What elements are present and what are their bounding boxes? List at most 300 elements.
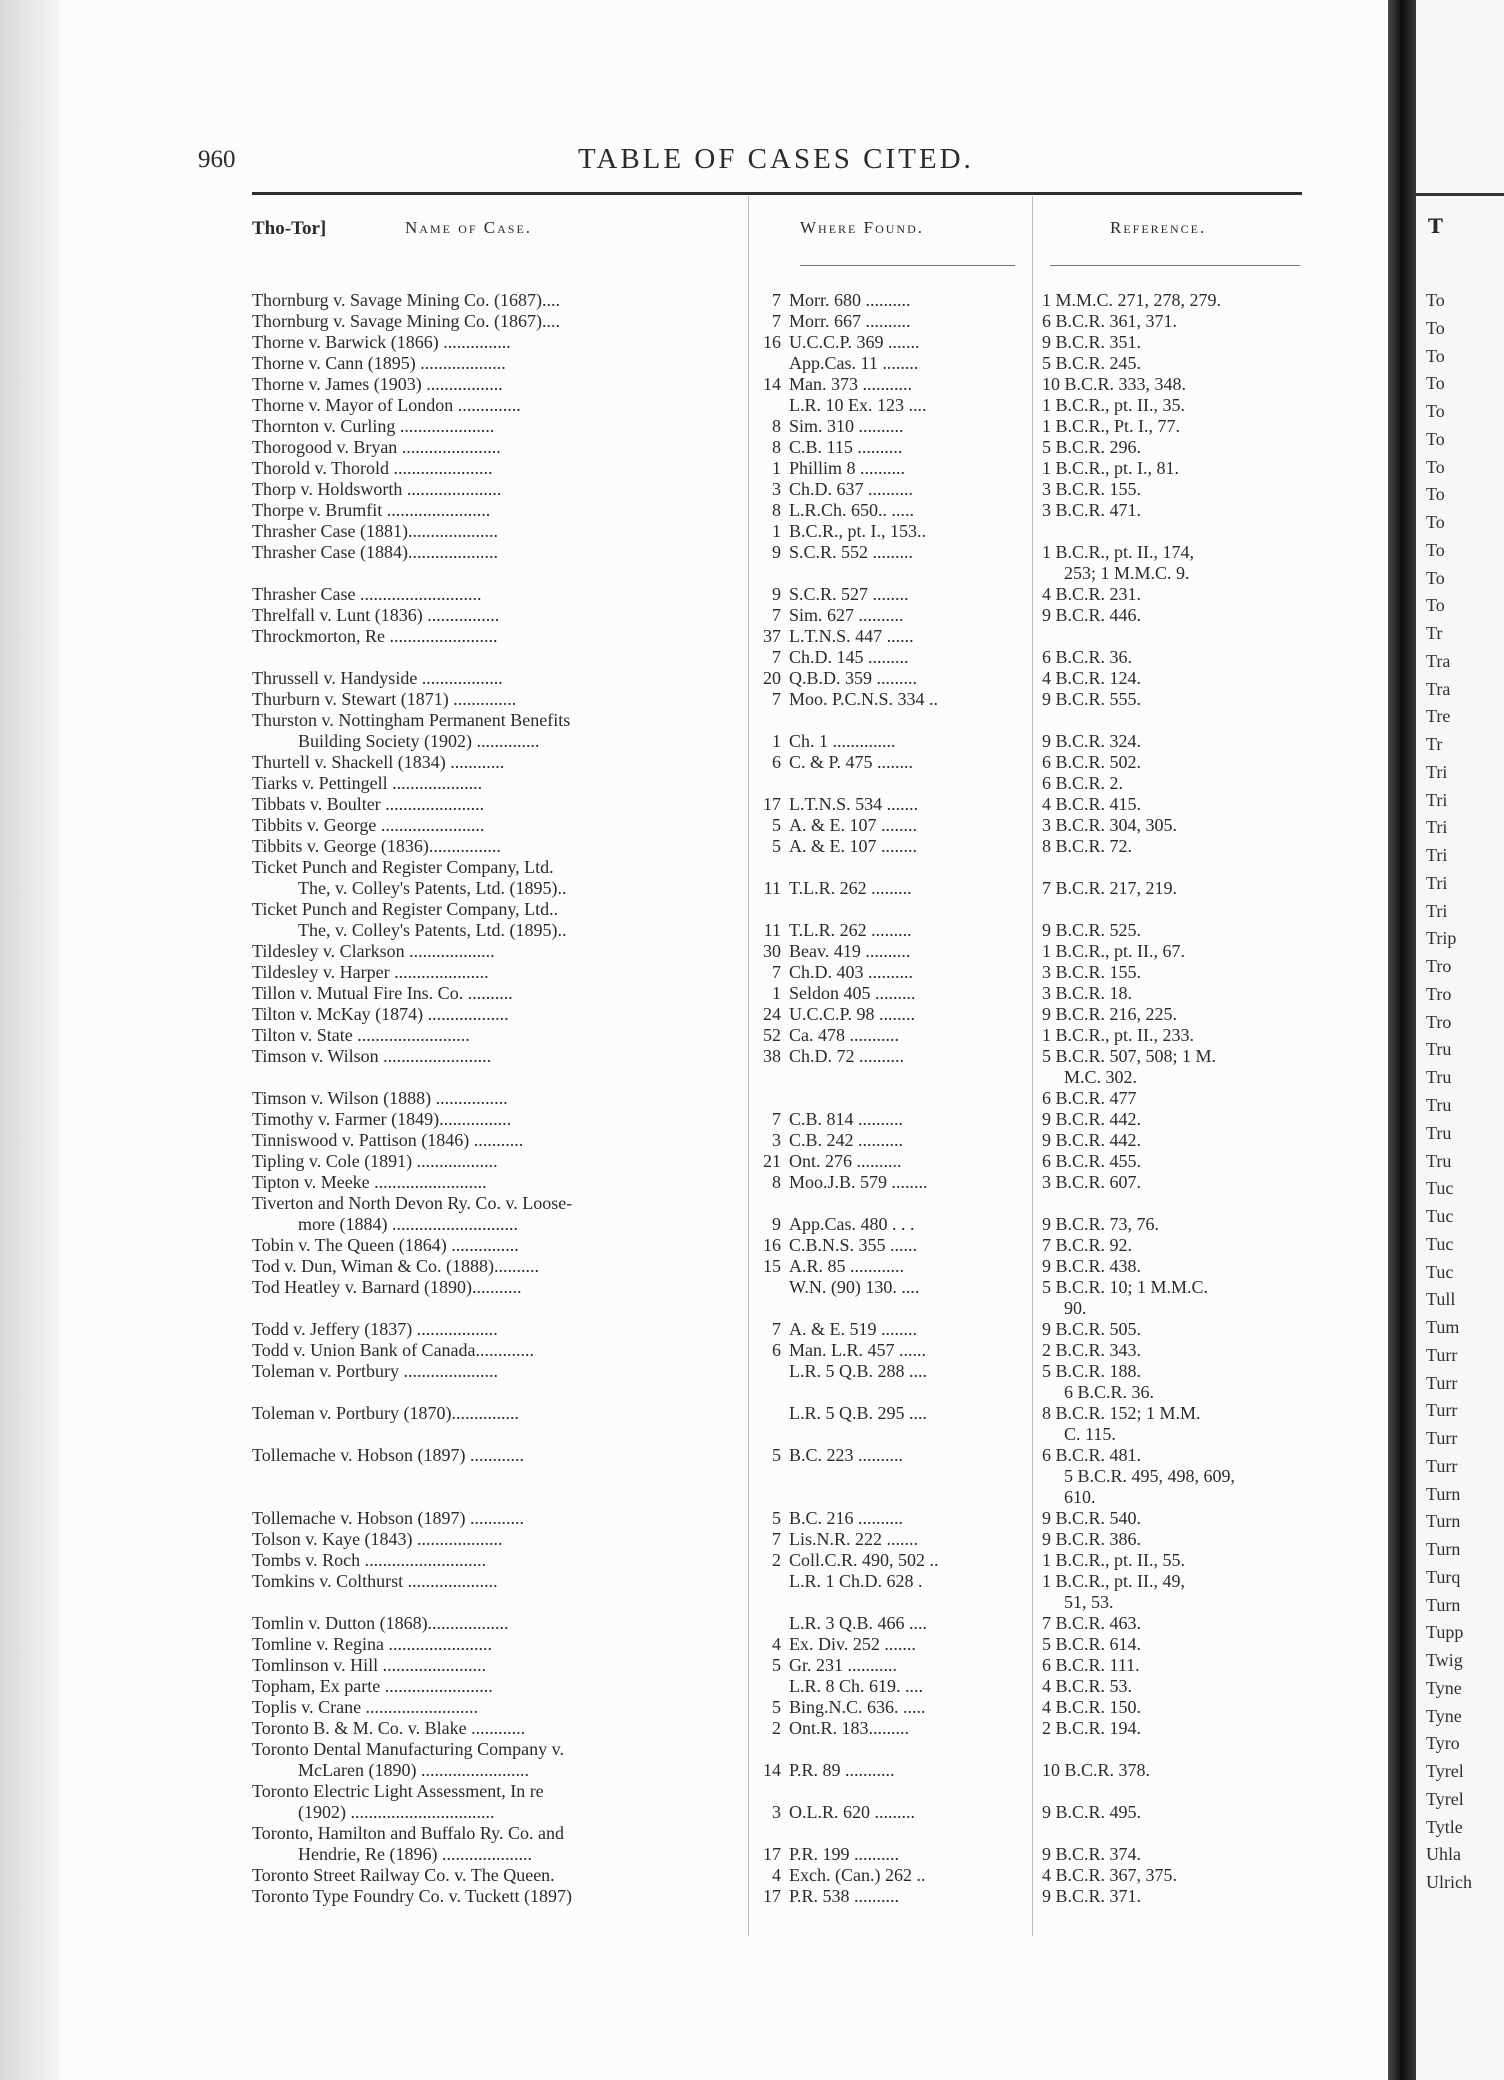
where-found: L.R. 1 Ch.D. 628 .	[789, 1571, 923, 1591]
case-name	[252, 1088, 750, 1109]
table-row	[252, 647, 1312, 668]
reference-line: 10 B.C.R. 333, 348.	[1042, 374, 1187, 394]
case-name-line: Thrasher Case ...........................	[252, 584, 482, 604]
reference	[1042, 584, 1312, 605]
volume-number: 7	[772, 689, 781, 709]
volume-number: 7	[772, 1319, 781, 1339]
where-found: Moo.J.B. 579 ........	[789, 1172, 928, 1192]
where-found: B.C.R., pt. I., 153..	[789, 521, 927, 541]
case-name-line: Tildesley v. Clarkson ...................	[252, 941, 495, 961]
facing-page-fragment: Trip	[1426, 928, 1457, 948]
facing-page-fragment: Turn	[1426, 1595, 1461, 1615]
where-found: L.T.N.S. 534 .......	[789, 794, 919, 814]
where-found: Seldon 405 .........	[789, 983, 916, 1003]
reference	[1042, 1508, 1312, 1529]
facing-page-fragment: Tull	[1426, 1289, 1456, 1309]
table-row	[252, 1781, 1312, 1823]
header-underline-where	[800, 265, 1015, 266]
reference	[1042, 1172, 1312, 1193]
where-found: Morr. 680 ..........	[789, 290, 911, 310]
reference	[1042, 458, 1312, 479]
table-row	[252, 815, 1312, 836]
table-row	[252, 1508, 1312, 1529]
table-row	[252, 1319, 1312, 1340]
table-row	[252, 626, 1312, 647]
case-name	[252, 1865, 750, 1886]
reference-line: C. 115.	[1064, 1424, 1116, 1444]
facing-page-fragment: To	[1426, 318, 1445, 338]
reference	[1042, 668, 1312, 689]
header-name-of-case: Name of Case.	[405, 218, 533, 237]
case-name-line: Timson v. Wilson ........................	[252, 1046, 492, 1066]
book-gutter	[1388, 0, 1416, 2080]
case-name	[252, 1193, 750, 1235]
volume-number: 9	[772, 584, 781, 604]
table-row	[252, 542, 1312, 584]
reference	[1042, 1697, 1312, 1718]
reference	[1042, 374, 1312, 395]
reference	[1042, 1277, 1312, 1319]
case-name-line: Thorp v. Holdsworth .....................	[252, 479, 502, 499]
reference-line: 9 B.C.R. 371.	[1042, 1886, 1142, 1906]
case-name-line: Tiverton and North Devon Ry. Co. v. Loose-	[252, 1193, 573, 1213]
facing-page-fragment: Turn	[1426, 1484, 1461, 1504]
reference-line: 9 B.C.R. 442.	[1042, 1130, 1142, 1150]
table-row	[252, 1823, 1312, 1865]
facing-page-fragment: Turr	[1426, 1428, 1458, 1448]
table-row	[252, 1445, 1312, 1508]
table-row	[252, 1172, 1312, 1193]
case-name	[252, 290, 750, 311]
case-name	[252, 794, 750, 815]
table-row	[252, 1109, 1312, 1130]
table-row	[252, 1865, 1312, 1886]
reference-line: 1 B.C.R., pt. II., 49,	[1042, 1571, 1186, 1591]
reference-line: 10 B.C.R. 378.	[1042, 1760, 1151, 1780]
where-found: U.C.C.P. 98 ........	[789, 1004, 916, 1024]
facing-page-fragment: Tuc	[1426, 1178, 1454, 1198]
reference	[1042, 1004, 1312, 1025]
facing-page-fragment: Tra	[1426, 651, 1451, 671]
reference	[1042, 1151, 1312, 1172]
case-name	[252, 1718, 750, 1739]
reference	[1042, 1046, 1312, 1088]
case-name-line: Tildesley v. Harper .....................	[252, 962, 489, 982]
facing-page-fragment: Tru	[1426, 1039, 1452, 1059]
case-name-line: Thorne v. James (1903) .................	[252, 374, 503, 394]
case-name	[252, 941, 750, 962]
reference-line: 9 B.C.R. 540.	[1042, 1508, 1142, 1528]
where-found: L.T.N.S. 447 ......	[789, 626, 914, 646]
where-found: B.C. 223 ..........	[789, 1445, 904, 1465]
table-row	[252, 836, 1312, 857]
table-row	[252, 1277, 1312, 1319]
case-name-line: Toronto Dental Manufacturing Company v.	[252, 1739, 565, 1759]
case-name-line: Tollemache v. Hobson (1897) ............	[252, 1445, 525, 1465]
volume-number: 7	[772, 1109, 781, 1129]
case-name-line: Thurston v. Nottingham Permanent Benefits	[252, 710, 571, 730]
volume-number: 8	[772, 416, 781, 436]
volume-number: 4	[772, 1634, 781, 1654]
reference-line: 6 B.C.R. 477	[1042, 1088, 1137, 1108]
reference-line: 2 B.C.R. 194.	[1042, 1718, 1142, 1738]
reference-line: 9 B.C.R. 555.	[1042, 689, 1142, 709]
where-found: L.R. 5 Q.B. 288 ....	[789, 1361, 928, 1381]
reference	[1042, 941, 1312, 962]
table-row	[252, 1130, 1312, 1151]
where-found: P.R. 199 ..........	[789, 1844, 900, 1864]
volume-number: 7	[772, 290, 781, 310]
volume-number: 5	[772, 1697, 781, 1717]
volume-number: 24	[763, 1004, 781, 1024]
case-name-line: Thorpe v. Brumfit .......................	[252, 500, 491, 520]
case-name-line: Tolson v. Kaye (1843) ...................	[252, 1529, 503, 1549]
reference	[1042, 689, 1312, 710]
reference	[1042, 1361, 1312, 1403]
case-name	[252, 1319, 750, 1340]
case-name-line: Thurtell v. Shackell (1834) ............	[252, 752, 505, 772]
volume-number: 7	[772, 1529, 781, 1549]
header-range: Tho-Tor]	[252, 218, 327, 239]
reference-line: 90.	[1064, 1298, 1087, 1318]
where-found: C.B. 115 ..........	[789, 437, 903, 457]
case-name	[252, 1613, 750, 1634]
reference-line: 1 M.M.C. 271, 278, 279.	[1042, 290, 1222, 310]
reference-line: 1 B.C.R., pt. II., 35.	[1042, 395, 1186, 415]
facing-page-fragment: To	[1426, 540, 1445, 560]
reference-line: 1 B.C.R., pt. I., 81.	[1042, 458, 1180, 478]
reference-line: M.C. 302.	[1064, 1067, 1138, 1087]
reference	[1042, 437, 1312, 458]
case-name-line: Tillon v. Mutual Fire Ins. Co. ..........	[252, 983, 513, 1003]
case-name-line: Thorne v. Barwick (1866) ...............	[252, 332, 511, 352]
where-found: A. & E. 519 ........	[789, 1319, 917, 1339]
table-row	[252, 1886, 1312, 1907]
case-name	[252, 1823, 750, 1865]
case-name	[252, 1004, 750, 1025]
reference	[1042, 1676, 1312, 1697]
case-name-line: Toleman v. Portbury .....................	[252, 1361, 499, 1381]
where-found: L.R. 8 Ch. 619. ....	[789, 1676, 924, 1696]
case-name-line: Todd v. Jeffery (1837) ..................	[252, 1319, 498, 1339]
case-name-line: Throckmorton, Re ........................	[252, 626, 498, 646]
facing-page-fragment: Turr	[1426, 1345, 1458, 1365]
facing-page-fragment: To	[1426, 484, 1445, 504]
reference	[1042, 479, 1312, 500]
where-found: Gr. 231 ...........	[789, 1655, 897, 1675]
table-row	[252, 941, 1312, 962]
table-row	[252, 353, 1312, 374]
reference-line: 7 B.C.R. 92.	[1042, 1235, 1133, 1255]
table-row	[252, 1235, 1312, 1256]
table-row	[252, 1718, 1312, 1739]
table-row	[252, 332, 1312, 353]
volume-number: 7	[772, 962, 781, 982]
volume-number: 7	[772, 647, 781, 667]
facing-page-fragment: Tro	[1426, 956, 1452, 976]
case-name	[252, 1445, 750, 1466]
table-row	[252, 1004, 1312, 1025]
case-name	[252, 1130, 750, 1151]
volume-number: 1	[772, 521, 781, 541]
case-name	[252, 584, 750, 605]
where-found: Moo. P.C.N.S. 334 ..	[789, 689, 939, 709]
table-row	[252, 1550, 1312, 1571]
reference-line: 5 B.C.R. 188.	[1042, 1361, 1142, 1381]
reference-line: 6 B.C.R. 2.	[1042, 773, 1124, 793]
case-name-line: Toronto B. & M. Co. v. Blake ............	[252, 1718, 526, 1738]
reference	[1042, 1340, 1312, 1361]
facing-page-fragment: Uhla	[1426, 1844, 1461, 1864]
table-row	[252, 1151, 1312, 1172]
where-found: Ch. 1 ..............	[789, 731, 896, 751]
case-name	[252, 1109, 750, 1130]
where-found: C. & P. 475 ........	[789, 752, 914, 772]
table-row	[252, 794, 1312, 815]
reference	[1042, 1088, 1312, 1109]
where-found: L.R. 10 Ex. 123 ....	[789, 395, 927, 415]
where-found: Ex. Div. 252 .......	[789, 1634, 916, 1654]
reference-line: 3 B.C.R. 18.	[1042, 983, 1133, 1003]
reference	[1042, 836, 1312, 857]
reference	[1042, 1025, 1312, 1046]
where-found: Morr. 667 ..........	[789, 311, 911, 331]
facing-page-fragment: Tri	[1426, 790, 1448, 810]
table-row	[252, 1613, 1312, 1634]
header-reference: Reference.	[1110, 218, 1207, 237]
reference	[1042, 815, 1312, 836]
case-name	[252, 1634, 750, 1655]
where-found: Ch.D. 403 ..........	[789, 962, 914, 982]
case-name-line: The, v. Colley's Patents, Ltd. (1895)..	[298, 878, 567, 898]
reference-line: 1 B.C.R., pt. II., 55.	[1042, 1550, 1186, 1570]
volume-number: 21	[763, 1151, 781, 1171]
reference	[1042, 353, 1312, 374]
case-name-line: Tiarks v. Pettingell ....................	[252, 773, 483, 793]
volume-number: 5	[772, 1445, 781, 1465]
facing-page-fragment: Turq	[1426, 1567, 1461, 1587]
case-name-line: The, v. Colley's Patents, Ltd. (1895)..	[298, 920, 567, 940]
volume-number: 8	[772, 500, 781, 520]
case-name-line: (1902) ................................	[298, 1802, 495, 1822]
reference	[1042, 1550, 1312, 1571]
reference-line: 5 B.C.R. 614.	[1042, 1634, 1142, 1654]
reference	[1042, 752, 1312, 773]
where-found: U.C.C.P. 369 .......	[789, 332, 920, 352]
volume-number: 8	[772, 1172, 781, 1192]
facing-page-fragment: Tyro	[1426, 1733, 1460, 1753]
volume-number: 4	[772, 1865, 781, 1885]
case-name-line: Thrasher Case (1881)....................	[252, 521, 498, 541]
case-name	[252, 353, 750, 374]
case-name-line: Todd v. Union Bank of Canada.............	[252, 1340, 535, 1360]
reference	[1042, 1319, 1312, 1340]
case-name	[252, 1403, 750, 1424]
facing-page-fragment: Tro	[1426, 1012, 1452, 1032]
case-name	[252, 815, 750, 836]
case-name	[252, 458, 750, 479]
case-name-line: Thorogood v. Bryan ......................	[252, 437, 501, 457]
table-row	[252, 500, 1312, 521]
volume-number: 2	[772, 1718, 781, 1738]
case-name-line: Tod v. Dun, Wiman & Co. (1888)..........	[252, 1256, 539, 1276]
facing-page-fragment: Tro	[1426, 984, 1452, 1004]
case-name	[252, 1571, 750, 1592]
where-found: Man. L.R. 457 ......	[789, 1340, 926, 1360]
where-found: Phillim 8 ..........	[789, 458, 906, 478]
reference-line: 9 B.C.R. 525.	[1042, 920, 1142, 940]
case-name-line: Ticket Punch and Register Company, Ltd.	[252, 857, 554, 877]
reference-line: 51, 53.	[1064, 1592, 1114, 1612]
case-name	[252, 479, 750, 500]
case-name	[252, 1697, 750, 1718]
table-row	[252, 1529, 1312, 1550]
case-name-line: Tibbits v. George (1836)................	[252, 836, 501, 856]
reference	[1042, 1109, 1312, 1130]
where-found: Ont.R. 183.........	[789, 1718, 910, 1738]
case-name	[252, 1340, 750, 1361]
reference-line: 4 B.C.R. 415.	[1042, 794, 1142, 814]
reference-line: 6 B.C.R. 36.	[1064, 1382, 1155, 1402]
facing-page-fragment: To	[1426, 595, 1445, 615]
facing-page-fragment: To	[1426, 401, 1445, 421]
reference	[1042, 1613, 1312, 1634]
where-found: Bing.N.C. 636. .....	[789, 1697, 926, 1717]
case-name	[252, 1172, 750, 1193]
facing-page-fragment: Tr	[1426, 623, 1443, 643]
reference	[1042, 647, 1312, 668]
facing-page-fragment: Tr	[1426, 734, 1443, 754]
reference-line: 610.	[1064, 1487, 1096, 1507]
table-row	[252, 899, 1312, 941]
case-name-line: Tilton v. State .........................	[252, 1025, 470, 1045]
volume-number: 8	[772, 437, 781, 457]
case-name-line: Tollemache v. Hobson (1897) ............	[252, 1508, 525, 1528]
volume-number: 11	[763, 878, 781, 898]
volume-number: 2	[772, 1550, 781, 1570]
facing-page-fragment: Turn	[1426, 1511, 1461, 1531]
case-name	[252, 1886, 750, 1907]
table-row	[252, 773, 1312, 794]
reference-line: 6 B.C.R. 361, 371.	[1042, 311, 1178, 331]
table-row	[252, 1571, 1312, 1613]
case-name-line: Toronto Street Railway Co. v. The Queen.	[252, 1865, 555, 1885]
reference	[1042, 1802, 1312, 1823]
case-name	[252, 1151, 750, 1172]
where-found: App.Cas. 11 ........	[789, 353, 919, 373]
reference	[1042, 983, 1312, 1004]
case-name-line: Tomline v. Regina .......................	[252, 1634, 493, 1654]
case-name-line: Timothy v. Farmer (1849)................	[252, 1109, 512, 1129]
case-name-line: Toronto, Hamilton and Buffalo Ry. Co. and	[252, 1823, 564, 1843]
reference	[1042, 605, 1312, 626]
volume-number: 5	[772, 836, 781, 856]
case-name	[252, 605, 750, 626]
case-name	[252, 1361, 750, 1382]
case-name-line: Timson v. Wilson (1888) ................	[252, 1088, 508, 1108]
facing-page-fragment: Turr	[1426, 1456, 1458, 1476]
case-name-line: Toplis v. Crane .........................	[252, 1697, 479, 1717]
where-found: Beav. 419 ..........	[789, 941, 911, 961]
reference-line: 5 B.C.R. 245.	[1042, 353, 1142, 373]
volume-number: 38	[763, 1046, 781, 1066]
reference-line: 9 B.C.R. 216, 225.	[1042, 1004, 1178, 1024]
table-row	[252, 1361, 1312, 1403]
reference	[1042, 332, 1312, 353]
facing-page-fragment: Tyne	[1426, 1706, 1462, 1726]
where-found: App.Cas. 480 . . .	[789, 1214, 915, 1234]
reference-line: 3 B.C.R. 607.	[1042, 1172, 1142, 1192]
reference-line: 6 B.C.R. 36.	[1042, 647, 1133, 667]
reference	[1042, 1760, 1312, 1781]
case-name	[252, 1655, 750, 1676]
case-name-line: Tobin v. The Queen (1864) ...............	[252, 1235, 519, 1255]
case-name-line: Threlfall v. Lunt (1836) ................	[252, 605, 500, 625]
where-found: Sim. 310 ..........	[789, 416, 904, 436]
case-name-line: Tod Heatley v. Barnard (1890)...........	[252, 1277, 522, 1297]
case-name	[252, 836, 750, 857]
case-name-line: Tibbats v. Boulter ......................	[252, 794, 485, 814]
where-found: Exch. (Can.) 262 ..	[789, 1865, 926, 1885]
reference-line: 9 B.C.R. 374.	[1042, 1844, 1142, 1864]
reference-line: 4 B.C.R. 231.	[1042, 584, 1142, 604]
reference-line: 9 B.C.R. 495.	[1042, 1802, 1142, 1822]
reference	[1042, 1634, 1312, 1655]
reference-line: 3 B.C.R. 155.	[1042, 479, 1142, 499]
facing-page-fragment: To	[1426, 346, 1445, 366]
reference-line: 253; 1 M.M.C. 9.	[1064, 563, 1190, 583]
where-found: P.R. 538 ..........	[789, 1886, 900, 1906]
where-found: W.N. (90) 130. ....	[789, 1277, 920, 1297]
where-found: Ch.D. 145 .........	[789, 647, 909, 667]
volume-number: 7	[772, 605, 781, 625]
reference-line: 3 B.C.R. 155.	[1042, 962, 1142, 982]
facing-page-header: T	[1428, 214, 1443, 238]
case-name-line: Thrussell v. Handyside ..................	[252, 668, 503, 688]
facing-page-fragment: Turr	[1426, 1400, 1458, 1420]
table-row	[252, 1025, 1312, 1046]
reference-line: 3 B.C.R. 304, 305.	[1042, 815, 1178, 835]
volume-number: 17	[763, 1886, 781, 1906]
reference	[1042, 1844, 1312, 1865]
volume-number: 17	[763, 1844, 781, 1864]
case-name-line: Tomkins v. Colthurst ....................	[252, 1571, 498, 1591]
scan-margin	[0, 0, 58, 2080]
where-found: Sim. 627 ..........	[789, 605, 904, 625]
reference-line: 6 B.C.R. 455.	[1042, 1151, 1142, 1171]
where-found: C.B. 242 ..........	[789, 1130, 904, 1150]
reference	[1042, 1571, 1312, 1613]
table-row	[252, 458, 1312, 479]
case-name	[252, 1256, 750, 1277]
table-row	[252, 374, 1312, 395]
volume-number: 3	[772, 1802, 781, 1822]
reference	[1042, 542, 1312, 584]
volume-number: 52	[763, 1025, 781, 1045]
reference-line: 3 B.C.R. 471.	[1042, 500, 1142, 520]
where-found: P.R. 89 ...........	[789, 1760, 895, 1780]
table-row	[252, 290, 1312, 311]
reference-line: 9 B.C.R. 73, 76.	[1042, 1214, 1160, 1234]
reference-line: 1 B.C.R., pt. II., 233.	[1042, 1025, 1195, 1045]
table-row	[252, 1403, 1312, 1445]
reference	[1042, 1655, 1312, 1676]
case-name-line: Thrasher Case (1884)....................	[252, 542, 498, 562]
where-found: Man. 373 ...........	[789, 374, 912, 394]
volume-number: 11	[763, 920, 781, 940]
case-name	[252, 1529, 750, 1550]
case-name	[252, 332, 750, 353]
